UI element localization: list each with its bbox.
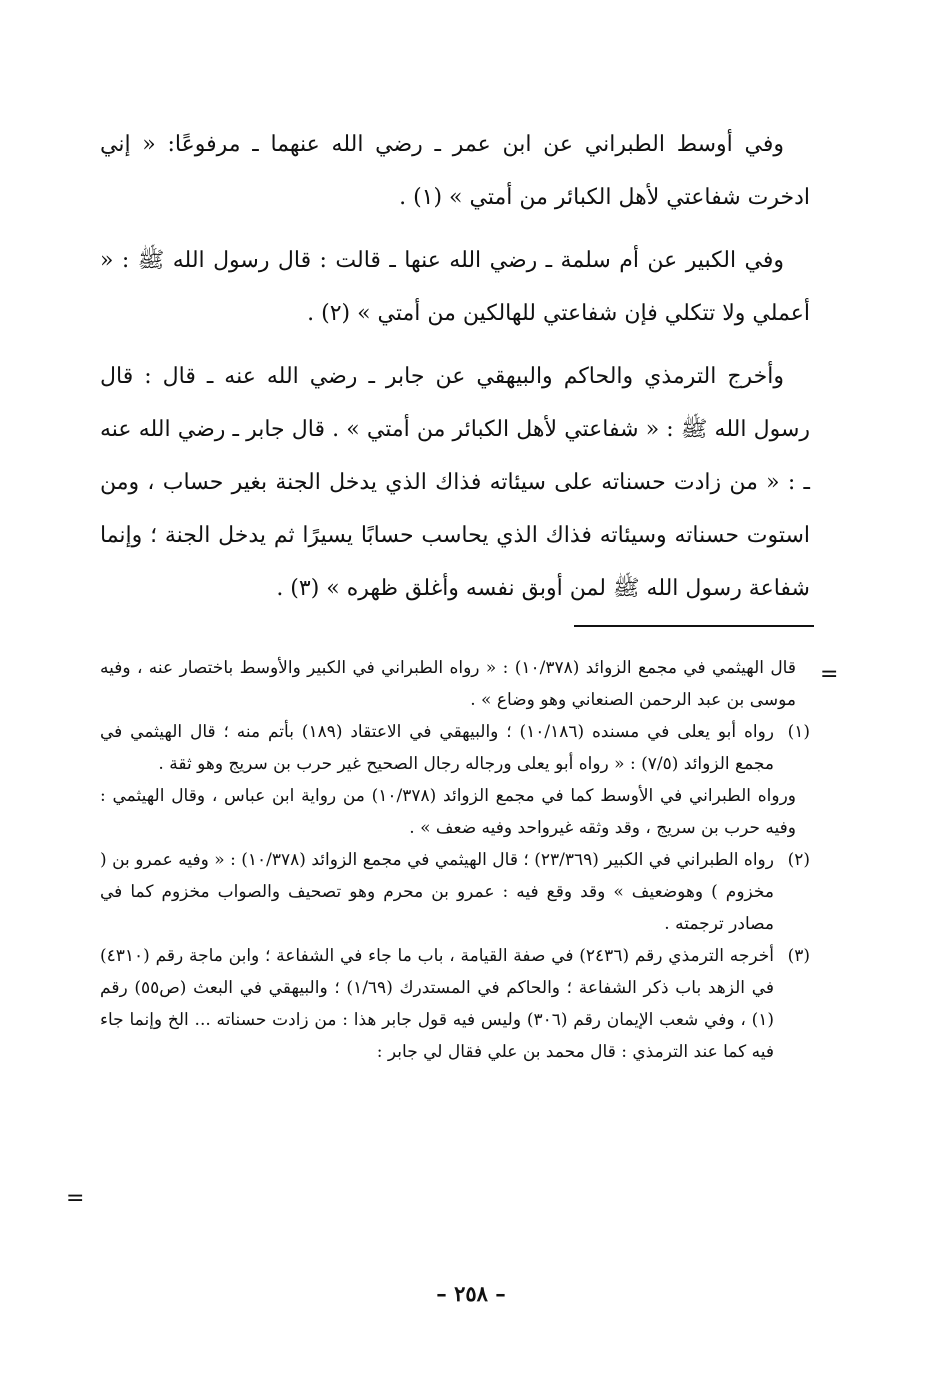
paragraph-1: وفي أوسط الطبراني عن ابن عمر ـ رضي الله عنهما ـ مرفوعًا: « إني ادخرت شفاعتي لأهل الكبائر من أمتي » (١) .	[100, 132, 810, 210]
main-body-text	[100, 118, 810, 615]
footnote-1-continuation: ورواه الطبراني في الأوسط كما في مجمع الزوائد (١٠/٣٧٨) من رواية ابن عباس ، وقال الهيثمي : وفيه حرب بن سريج ، وقد وثقه غيرواحد وفيه ضعف » .	[100, 786, 796, 838]
footnote-2-number: (٢)	[787, 850, 810, 870]
footnotes-section	[100, 652, 810, 1068]
paragraph-2: وفي الكبير عن أم سلمة ـ رضي الله عنها ـ قالت : قال رسول الله ﷺ : « أعملي ولا تتكلي فإن شفاعتي للهالكين من أمتي » (٢) .	[100, 248, 810, 326]
footnote-3	[100, 940, 810, 1068]
page-number: – ٢٥٨ –	[436, 1281, 506, 1306]
footnote-2	[100, 844, 810, 940]
footnote-carryover: قال الهيثمي في مجمع الزوائد (١٠/٣٧٨) : « رواه الطبراني في الكبير والأوسط باختصار عنه ، وفيه موسى بن عبد الرحمن الصنعاني وهو وضاع » .	[100, 658, 796, 710]
continuation-mark-top: =	[820, 662, 839, 687]
paragraph-3: وأخرج الترمذي والحاكم والبيهقي عن جابر ـ رضي الله عنه ـ قال : قال رسول الله ﷺ : « شفاعتي لأهل الكبائر من أمتي » . قال جابر ـ رضي الله عنه ـ : « من زادت حسناته على سيئاته فذاك الذي يدخل الجنة بغير حساب ، ومن استوت حسناته وسيئاته فذاك الذي يحاسب حسابًا يسيرًا ثم يدخل الجنة ؛ وإنما شفاعة رسول الله ﷺ لمن أوبق نفسه وأغلق ظهره » (٣) .	[100, 364, 810, 601]
continuation-mark-bottom: =	[66, 1186, 85, 1211]
footnote-2-text: رواه الطبراني في الكبير (٢٣/٣٦٩) ؛ قال الهيثمي في مجمع الزوائد (١٠/٣٧٨) : « وفيه عمرو بن ( مخزوم ) وهوضعيف » وقد وقع فيه : عمرو بن محرم وهو تصحيف والصواب مخزوم كما في مصادر ترجمته .	[100, 850, 774, 934]
footnote-separator	[574, 625, 814, 627]
footnote-3-text: أخرجه الترمذي رقم (٢٤٣٦) في صفة القيامة ، باب ما جاء في الشفاعة ؛ وابن ماجة رقم (٤٣١٠) في الزهد باب ذكر الشفاعة ؛ والحاكم في المستدرك (١/٦٩) ؛ والبيهقي في البعث (ص٥٥) رقم (١) ، وفي شعب الإيمان رقم (٣٠٦) وليس فيه قول جابر هذا : من زادت حسناته ... الخ وإنما جاء فيه كما عند الترمذي : قال محمد بن علي فقال لي جابر :	[100, 946, 775, 1062]
footnote-1-number: (١)	[787, 722, 810, 742]
footnote-3-number: (٣)	[787, 946, 810, 966]
footnote-1	[100, 716, 810, 780]
footnote-1-text: رواه أبو يعلى في مسنده (١٠/١٨٦) ؛ والبيهقي في الاعتقاد (١٨٩) بأتم منه ؛ قال الهيثمي في مجمع الزوائد (٧/٥) : « رواه أبو يعلى ورجاله رجال الصحيح غير حرب بن سريج وهو ثقة .	[100, 722, 774, 774]
